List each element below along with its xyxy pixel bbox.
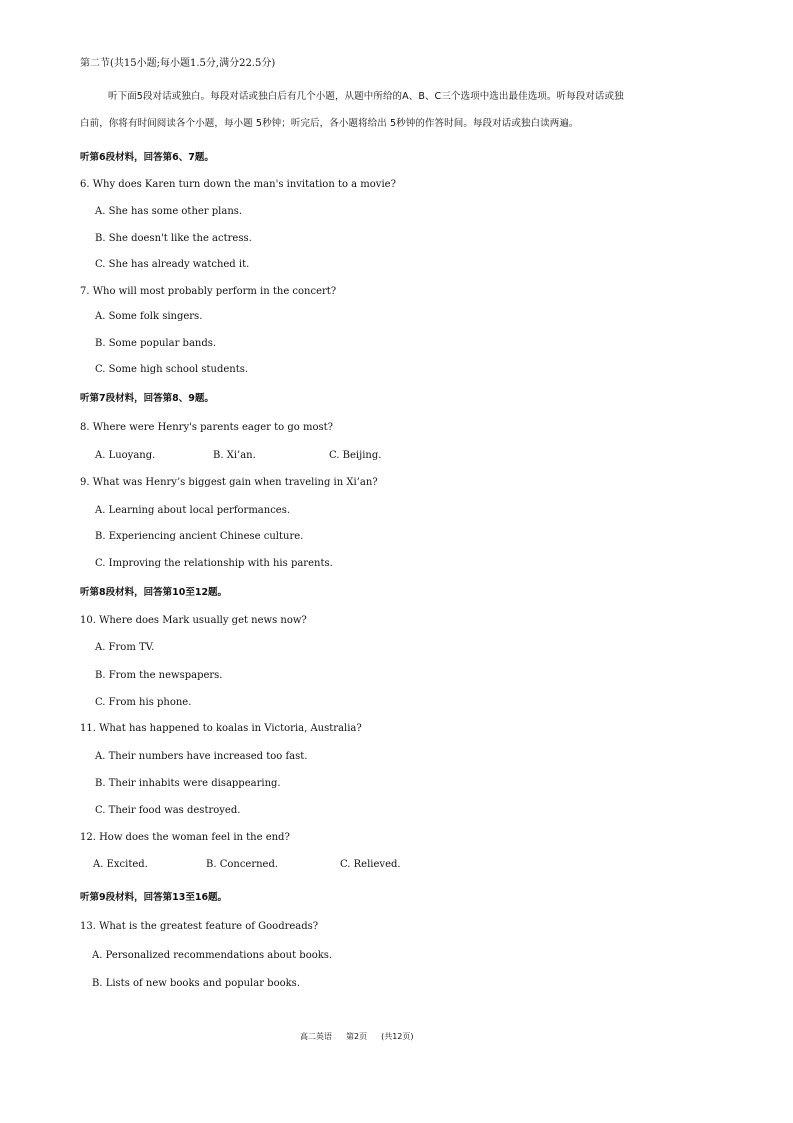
instructions-line-2: 白前，你将有时间阅读各个小题，每小题 5秒钟；听完后，各小题将给出 5秒钟的作答时间。每段对话或独白读两遍。 [80,118,579,129]
question-12-option-b: B. Concerned. [206,859,279,870]
question-9-option-b: B. Experiencing ancient Chinese culture. [95,531,304,542]
question-13-option-b: B. Lists of new books and popular books. [92,978,300,989]
question-11: 11. What has happened to koalas in Victoria, Australia? [80,723,362,734]
question-6-option-a: A. She has some other plans. [95,206,243,217]
question-7-option-b: B. Some popular bands. [95,338,217,349]
question-13-option-a: A. Personalized recommendations about books. [92,950,333,961]
footer-total-pages: (共12页) [381,1032,414,1041]
question-9-option-a: A. Learning about local performances. [95,505,291,516]
question-12-option-c: C. Relieved. [340,859,401,870]
question-11-option-c: C. Their food was destroyed. [95,805,241,816]
listening-lead-9: 听第9段材料，回答第13至16题。 [80,892,228,903]
question-12-option-a: A. Excited. [93,859,148,870]
question-6-option-c: C. She has already watched it. [95,259,250,270]
question-11-option-a: A. Their numbers have increased too fast. [95,751,308,762]
question-6: 6. Why does Karen turn down the man's invitation to a movie? [80,179,396,190]
question-13: 13. What is the greatest feature of Goodreads? [80,921,319,932]
listening-lead-8: 听第8段材料，回答第10至12题。 [80,587,228,598]
question-12: 12. How does the woman feel in the end? [80,832,290,843]
section-title: 第二节(共15小题;每小题1.5分,满分22.5分) [80,58,276,69]
page-footer [300,1031,428,1042]
question-10-option-a: A. From TV. [95,642,155,653]
question-11-option-b: B. Their inhabits were disappearing. [95,778,281,789]
question-8: 8. Where were Henry's parents eager to go most? [80,422,333,433]
instructions-line-1: 听下面5段对话或独白。每段对话或独白后有几个小题，从题中所给的A、B、C三个选项中选出最佳选项。听每段对话或独 [108,91,624,102]
footer-page-number: 第2页 [346,1032,368,1041]
question-9-option-c: C. Improving the relationship with his parents. [95,558,333,569]
listening-lead-6: 听第6段材料，回答第6、7题。 [80,152,214,163]
question-6-option-b: B. She doesn't like the actress. [95,233,252,244]
question-12-options [93,859,401,871]
question-7-option-c: C. Some high school students. [95,364,249,375]
footer-subject: 高二英语 [300,1032,332,1041]
question-7-option-a: A. Some folk singers. [95,311,203,322]
question-10: 10. Where does Mark usually get news now? [80,615,307,626]
question-10-option-b: B. From the newspapers. [95,670,223,681]
question-8-options [95,450,381,462]
question-10-option-c: C. From his phone. [95,697,192,708]
question-8-option-a: A. Luoyang. [95,450,156,461]
question-7: 7. Who will most probably perform in the concert? [80,286,337,297]
question-9: 9. What was Henry’s biggest gain when traveling in Xi’an? [80,477,378,488]
listening-lead-7: 听第7段材料，回答第8、9题。 [80,393,214,404]
question-8-option-b: B. Xi’an. [213,450,256,461]
question-8-option-c: C. Beijing. [329,450,382,461]
